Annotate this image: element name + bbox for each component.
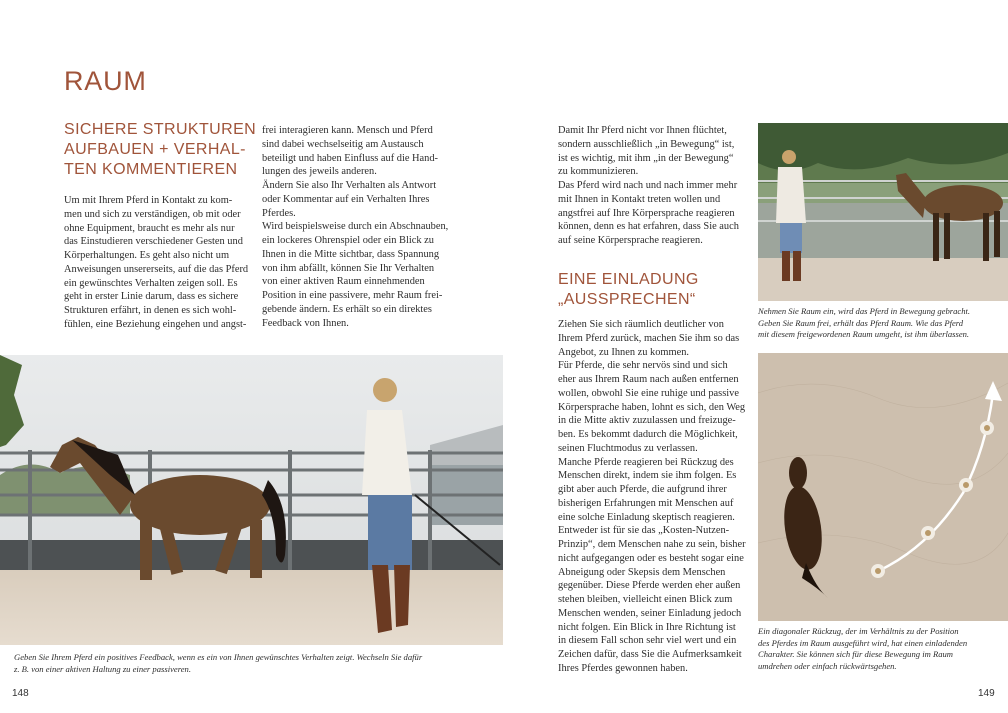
text-line: angstfrei auf Ihre Körpersprache reagieren [558, 207, 735, 219]
page-number-right: 149 [978, 688, 995, 699]
text-line: lungen des jeweils anderen. [262, 166, 377, 178]
heading-line: AUFBAUEN + VERHAL- [64, 141, 246, 158]
text-line: ein lockeres Ohrenspiel oder ein Blick zu [262, 235, 434, 246]
text-line: sind dabei wechselseitig am Austausch [262, 138, 424, 150]
text-line: Abneigung oder Skepsis dem Menschen [558, 566, 726, 578]
text-line: Pferdes. [262, 207, 296, 219]
text-line: eher aus Ihrem Raum nach außen entfernen [558, 374, 739, 385]
body-column-1 [64, 194, 248, 332]
heading-line: SICHERE STRUKTUREN [64, 121, 257, 138]
text-line: zu kommunizieren. [558, 166, 639, 178]
text-line: Position in eine passivere, mehr Raum frei- [262, 290, 443, 301]
text-line: frei interagieren kann. Mensch und Pferd [262, 125, 433, 136]
text-line: mit Ihnen in Kontakt treten wollen und [558, 193, 721, 205]
caption-line: mit diesem freigewordenen Raum umgeht, ist ihm überlassen. [758, 329, 970, 340]
body-column-3 [558, 318, 746, 676]
text-line: nicht folgen. Ein Blick in Ihre Richtung ist [558, 621, 736, 633]
text-line: können, denn es hat erfahren, dass Sie auch [558, 221, 739, 233]
text-line: von einer aktiven Raum einnehmenden [262, 276, 425, 288]
text-line: Ihnen in die Mitte sichtbar, dass Spannung [262, 248, 440, 260]
section-heading-sichere-strukturen [64, 120, 256, 180]
caption-line: umdrehen oder einfach rückwärtsgehen. [758, 661, 897, 672]
text-line: Menschen wenden, seiner Einladung jedoch [558, 607, 742, 619]
text-line: ist es wichtig, mit ihm „in der Bewegung“ [558, 152, 734, 164]
text-line: Damit Ihr Pferd nicht vor Ihnen flüchtet, [558, 125, 727, 136]
text-line: in die Mitte aktiv zuzulassen und freizuge- [558, 415, 736, 427]
text-line: Ihrem Pferd zurück, machen Sie ihm so das [558, 332, 740, 344]
text-line: sondern ausschließlich „in Bewegung“ ist, [558, 138, 735, 150]
text-line: gebende ändern. Es erhält so ein direktes [262, 303, 432, 315]
text-line: eine solche Einladung skeptisch reagieren. [558, 511, 735, 523]
text-line: Das Pferd wird nach und nach immer mehr [558, 180, 738, 191]
text-line: gibt aber auch Pferde, die aufgrund ihrer [558, 484, 727, 495]
text-line: Anweisungen unsererseits, auf die das Pferd [64, 263, 249, 275]
text-line: in diesem Fall schon sehr viel wert und ein [558, 635, 737, 647]
text-line: auf seine Körpersprache reagieren. [558, 235, 703, 246]
photo-woman-horse-fence [758, 123, 1008, 301]
text-line: fühlen, eine Beziehung eingehen und angst- [64, 318, 247, 330]
caption-line: z. B. von einer aktiven Haltung zu einer passiveren. [14, 663, 192, 674]
text-line: Menschen direkt, indem sie ihm folgen. Es [558, 470, 737, 482]
text-line: ein gewünschtes Verhalten zeigen soll. Es [64, 277, 238, 289]
caption-line: Geben Sie Ihrem Pferd ein positives Feedback, wenn es ein von Ihnen gewünschtes Verhalten zeigt. Wechseln Sie dafür [14, 652, 423, 662]
text-line: Körperhaltungen. Es geht also nicht um [64, 250, 230, 261]
caption-bottom-right [758, 626, 967, 673]
page-number-left: 148 [12, 688, 29, 699]
text-line: Strukturen erfährt, in denen es sich wohl- [64, 305, 237, 316]
caption-line: Geben Sie Raum frei, erhält das Pferd Raum. Wie das Pferd [758, 317, 964, 328]
text-line: Wird beispielsweise durch ein Abschnauben, [262, 221, 449, 233]
text-line: Ziehen Sie sich räumlich deutlicher von [558, 319, 724, 330]
text-line: Körpersprache haben, lohnt es sich, den Weg [558, 401, 746, 413]
text-line: Zeichen dafür, dass Sie die Aufmerksamkeit [558, 649, 742, 660]
text-line: Feedback von Ihnen. [262, 317, 349, 329]
text-line: stehen bleiben, vielleicht einen Blick zum [558, 594, 733, 605]
text-line: Manche Pferde reagieren bei Rückzug des [558, 456, 734, 468]
text-line: Ihres Pferdes gewonnen haben. [558, 662, 688, 674]
heading-line: „AUSSPRECHEN“ [558, 291, 696, 308]
text-line: seinen Fluchtmodus zu verlassen. [558, 442, 698, 454]
text-line: Um mit Ihrem Pferd in Kontakt zu kom- [64, 195, 233, 206]
text-line: Prinzip“, dem Menschen nahe zu sein, bisher [558, 539, 746, 550]
text-line: Angebot, zu Ihnen zu kommen. [558, 346, 690, 358]
text-line: ben. Es bekommt dadurch die Möglichkeit, [558, 429, 738, 440]
text-line: von ihm abfällt, können Sie Ihr Verhalten [262, 262, 435, 274]
photo-aerial-diagonal-retreat [758, 353, 1008, 621]
text-line: men und sich zu verständigen, ob mit oder [64, 208, 241, 220]
intro-column [558, 124, 739, 248]
page-title: RAUM [64, 66, 147, 96]
section-heading-eine-einladung [558, 270, 699, 310]
text-line: nicht aufgegangen oder es besteht sogar eine [558, 552, 744, 564]
text-line: Für Pferde, die sehr nervös sind und sich [558, 360, 728, 372]
caption-left [14, 652, 422, 675]
text-line: Entweder ist für sie das „Kosten-Nutzen- [558, 525, 730, 537]
caption-line: Charakter. Sie können sich für diese Bewegung im Raum [758, 649, 953, 660]
caption-line: des Pferdes im Raum ausgeführt wird, hat einen einladenden [758, 637, 968, 648]
text-line: geht in erster Linie darum, dass es sichere [64, 291, 239, 303]
caption-top-right [758, 306, 970, 341]
caption-line: Ein diagonaler Rückzug, der im Verhältnis zu der Position [758, 626, 959, 636]
text-line: beteiligt und haben Einfluss auf die Hand- [262, 152, 439, 164]
text-line: ohne Equipment, braucht es mehr als nur [64, 222, 235, 234]
body-column-2 [262, 124, 448, 330]
text-line: das Einstudieren verschiedener Gesten und [64, 236, 243, 248]
text-line: bisherigen Erfahrungen mit Menschen auf [558, 497, 734, 509]
heading-line: TEN KOMMENTIEREN [64, 161, 238, 178]
text-line: Ändern Sie also Ihr Verhalten als Antwort [262, 180, 437, 191]
text-line: gegenüber. Diese Pferde werden eher außen [558, 580, 741, 592]
photo-horse-and-woman-arena [0, 355, 503, 645]
caption-line: Nehmen Sie Raum ein, wird das Pferd in Bewegung gebracht. [758, 306, 971, 316]
text-line: oder Kommentar auf ein Verhalten Ihres [262, 193, 430, 205]
heading-line: EINE EINLADUNG [558, 271, 699, 288]
text-line: wollen, obwohl Sie eine ruhige und passive [558, 387, 739, 399]
